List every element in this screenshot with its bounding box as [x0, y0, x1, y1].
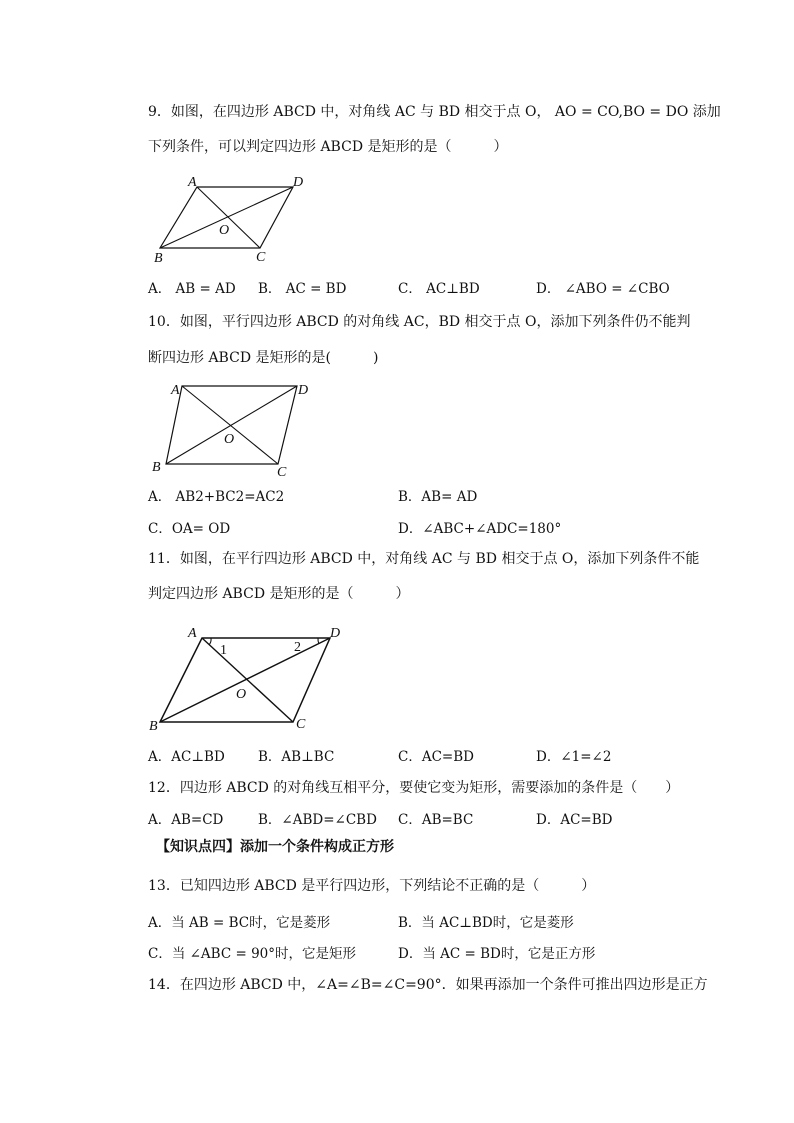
q12-option-b[interactable]: B．∠ABD=∠CBD [258, 812, 377, 828]
q11-label-d: D [330, 626, 341, 641]
q10-option-d[interactable]: D．∠ABC+∠ADC=180° [398, 521, 562, 537]
q9-line2: 下列条件，可以判定四边形 ABCD 是矩形的是（ ） [148, 139, 508, 155]
q11-label-o: O [236, 687, 247, 702]
q9-label-d: D [293, 175, 304, 190]
q11-option-c[interactable]: C．AC=BD [398, 749, 474, 765]
q11-diagonal-bd [160, 638, 330, 722]
q11-option-b[interactable]: B．AB⊥BC [258, 749, 335, 765]
q10-label-a: A [171, 383, 180, 398]
q11-label-b: B [149, 719, 158, 734]
q10-label-c: C [277, 465, 287, 480]
q9-label-o: O [219, 223, 230, 238]
q10-label-b: B [152, 460, 161, 475]
q11-label-2: 2 [294, 640, 301, 655]
q10-line2: 断四边形 ABCD 是矩形的是( ) [148, 350, 379, 366]
q10-line1: 10．如图，平行四边形 ABCD 的对角线 AC，BD 相交于点 O，添加下列条件仍不能判 [148, 314, 691, 330]
q9-label-b: B [154, 251, 163, 266]
q9-line1: 9．如图，在四边形 ABCD 中，对角线 AC 与 BD 相交于点 O， AO = CO,BO = DO 添加 [148, 104, 721, 120]
q11-figure [148, 620, 358, 738]
q11-label-c: C [296, 717, 306, 732]
q12-option-a[interactable]: A．AB=CD [148, 812, 224, 828]
q11-line1: 11．如图，在平行四边形 ABCD 中，对角线 AC 与 BD 相交于点 O，添加下列条件不能 [148, 551, 700, 567]
q9-option-c[interactable]: C． AC⊥BD [398, 281, 480, 297]
q12-line1: 12．四边形 ABCD 的对角线互相平分，要使它变为矩形，需要添加的条件是（ ） [148, 780, 680, 796]
q12-option-c[interactable]: C．AB=BC [398, 812, 474, 828]
q12-option-d[interactable]: D．AC=BD [536, 812, 613, 828]
q14-line1: 14．在四边形 ABCD 中，∠A=∠B=∠C=90°．如果再添加一个条件可推出四边形是正方 [148, 977, 708, 993]
q13-option-a[interactable]: A．当 AB = BC时，它是菱形 [148, 915, 331, 931]
q11-label-1: 1 [220, 643, 227, 658]
q10-label-d: D [298, 383, 309, 398]
q11-diagonal-ac [202, 638, 293, 722]
q11-label-a: A [188, 626, 197, 641]
q9-diagonal-ac [197, 187, 260, 248]
q9-label-a: A [188, 175, 197, 190]
q9-figure [150, 172, 310, 267]
q13-option-d[interactable]: D．当 AC = BD时，它是正方形 [398, 946, 596, 962]
q10-label-o: O [224, 432, 235, 447]
q13-option-b[interactable]: B．当 AC⊥BD时，它是菱形 [398, 915, 574, 931]
q10-diagonal-bd [166, 386, 297, 464]
q11-angle2-arc [318, 638, 319, 644]
q11-angle1-arc [209, 638, 211, 645]
q11-option-d[interactable]: D．∠1=∠2 [536, 749, 612, 765]
q11-option-a[interactable]: A．AC⊥BD [148, 749, 225, 765]
q10-option-a[interactable]: A． AB2+BC2=AC2 [148, 489, 285, 505]
q9-option-a[interactable]: A． AB = AD [148, 281, 236, 297]
q9-option-b[interactable]: B． AC = BD [258, 281, 347, 297]
q10-figure [150, 378, 310, 480]
q10-diagonal-ac [182, 386, 278, 464]
q13-option-c[interactable]: C．当 ∠ABC = 90°时，它是矩形 [148, 946, 357, 962]
q9-label-c: C [256, 250, 266, 265]
q9-diagonal-bd [160, 187, 293, 248]
q10-option-c[interactable]: C．OA= OD [148, 521, 231, 537]
section-heading: 【知识点四】添加一个条件构成正方形 [156, 839, 394, 855]
q11-line2: 判定四边形 ABCD 是矩形的是（ ） [148, 586, 410, 602]
q9-option-d[interactable]: D． ∠ABO = ∠CBO [536, 281, 670, 297]
q13-line1: 13．已知四边形 ABCD 是平行四边形，下列结论不正确的是（ ） [148, 878, 596, 894]
q10-option-b[interactable]: B．AB= AD [398, 489, 478, 505]
